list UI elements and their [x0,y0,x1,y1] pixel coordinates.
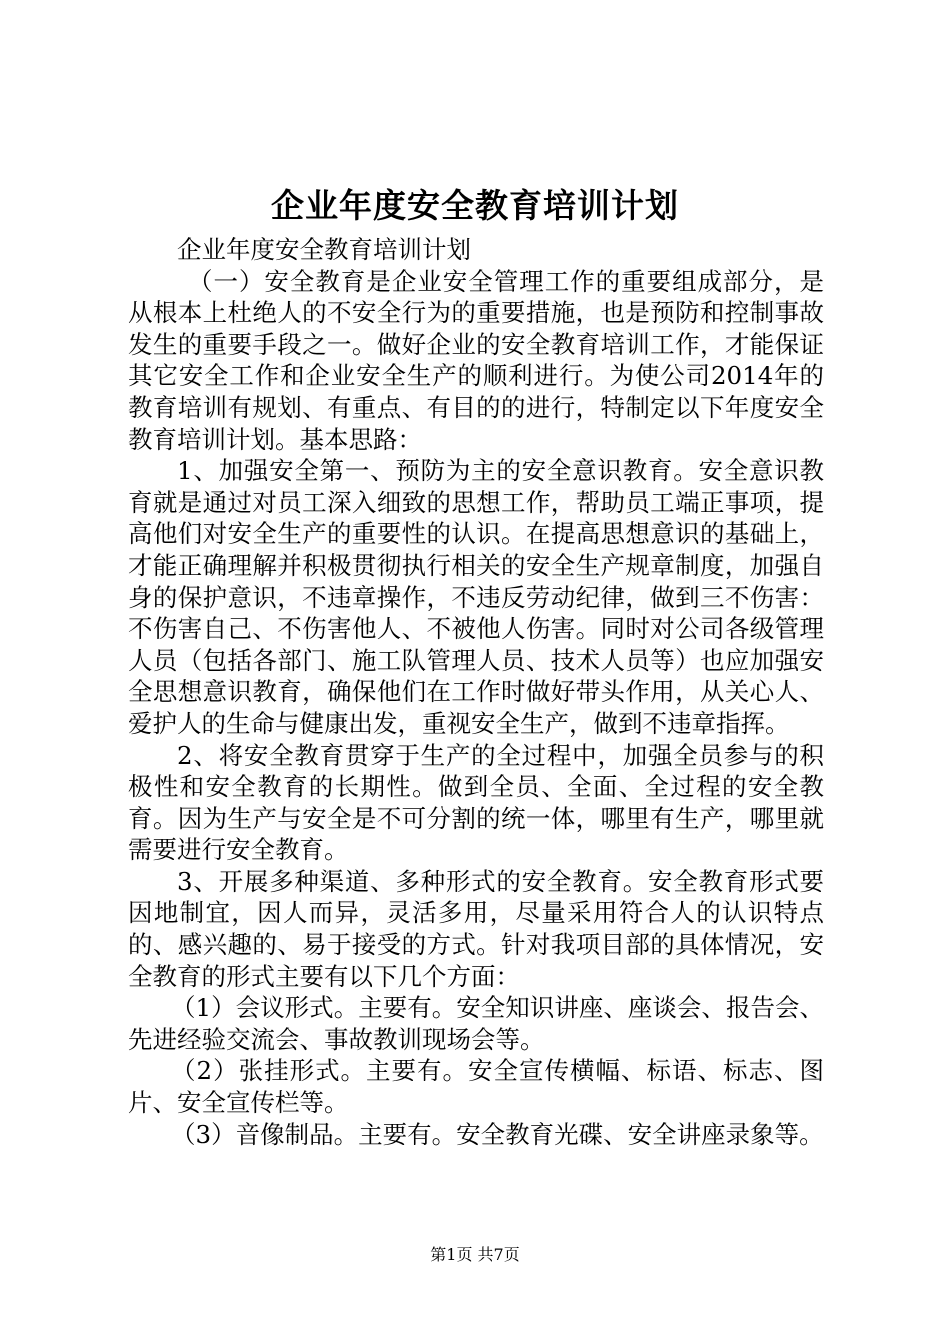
paragraph-point-3: 3、开展多种渠道、多种形式的安全教育。安全教育形式要因地制宜，因人而异，灵活多用，尽量采用符合人的认识特点的、感兴趣的、易于接受的方式。针对我项目部的具体情况，安全教育的形式主要有以下几个方面： [128,866,824,991]
page-footer: 第1页 共7页 [430,1245,520,1264]
paragraph-intro: （一）安全教育是企业安全管理工作的重要组成部分，是从根本上杜绝人的不安全行为的重要措施，也是预防和控制事故发生的重要手段之一。做好企业的安全教育培训工作，才能保证其它安全工作和企业安全生产的顺利进行。为使公司2014年的教育培训有规划、有重点、有目的的进行，特制定以下年度安全教育培训计划。基本思路： [128,266,824,454]
document-title: 企业年度安全教育培训计划 [271,186,679,225]
paragraph-point-1: 1、加强安全第一、预防为主的安全意识教育。安全意识教育就是通过对员工深入细致的思想工作，帮助员工端正事项，提高他们对安全生产的重要性的认识。在提高思想意识的基础上，才能正确理解并积极贯彻执行相关的安全生产规章制度，加强自身的保护意识，不违章操作，不违反劳动纪律，做到三不伤害：不伤害自己、不伤害他人、不被他人伤害。同时对公司各级管理人员（包括各部门、施工队管理人员、技术人员等）也应加强安全思想意识教育，确保他们在工作时做好带头作用，从关心人、爱护人的生命与健康出发，重视安全生产，做到不违章指挥。 [128,456,824,738]
paragraph-subtitle: 企业年度安全教育培训计划 [177,235,471,264]
document-body [128,234,824,1150]
paragraph-item-3: （3）音像制品。主要有。安全教育光碟、安全讲座录象等。 [171,1119,824,1149]
paragraph-item-2: （2）张挂形式。主要有。安全宣传横幅、标语、标志、图片、安全宣传栏等。 [128,1056,824,1118]
paragraph-point-2: 2、将安全教育贯穿于生产的全过程中，加强全员参与的积极性和安全教育的长期性。做到全员、全面、全过程的安全教育。因为生产与安全是不可分割的统一体，哪里有生产，哪里就需要进行安全教育。 [128,740,824,865]
paragraph-item-1: （1）会议形式。主要有。安全知识讲座、座谈会、报告会、先进经验交流会、事故教训现场会等。 [128,993,824,1054]
